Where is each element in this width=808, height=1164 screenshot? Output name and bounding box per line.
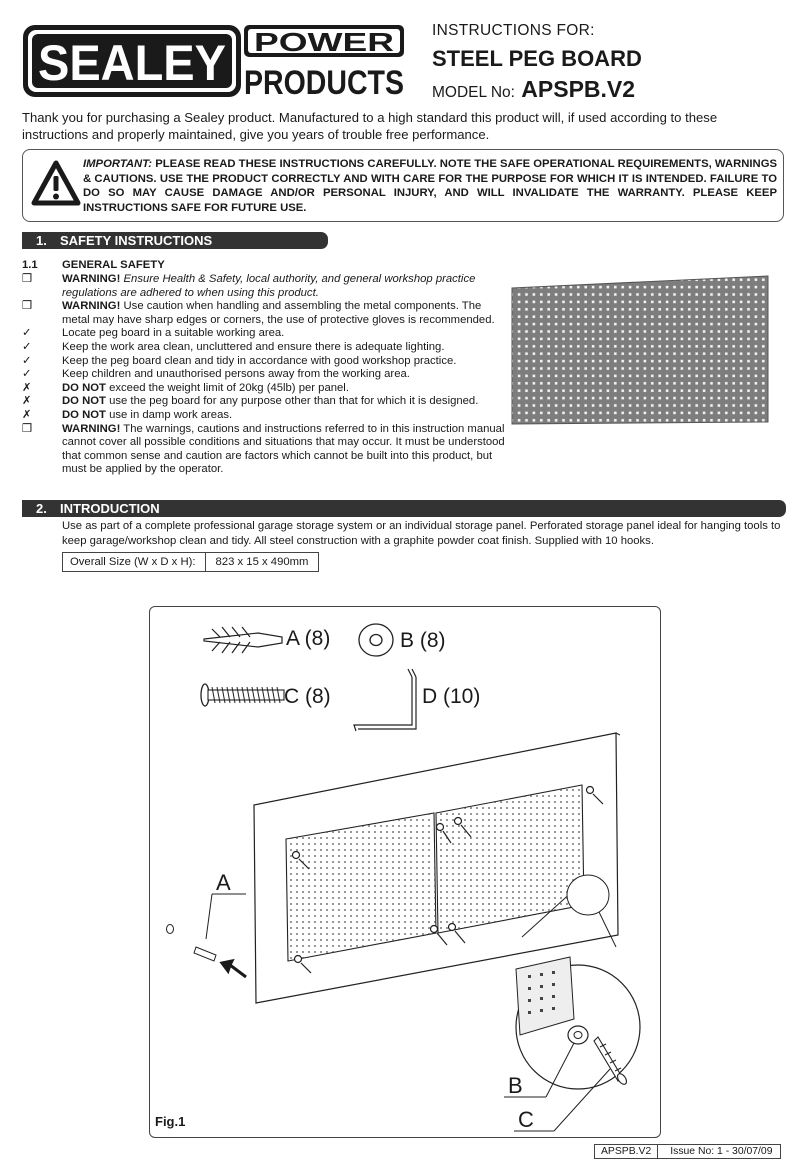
callout-c-label: C [518, 1107, 534, 1132]
section-2-heading [22, 500, 786, 517]
wall-plug-detail [167, 925, 217, 962]
safety-item [22, 273, 512, 300]
footer-model: APSPB.V2 [601, 1146, 652, 1157]
safety-item-text [62, 395, 512, 409]
general-safety-number: 1.1 [22, 259, 38, 271]
safety-item-text [62, 341, 512, 355]
important-warning-text [83, 157, 777, 215]
safety-item-marker: ✗ [22, 381, 32, 394]
part-c-label: C (8) [284, 685, 331, 708]
safety-item-marker: ❒ [22, 300, 33, 313]
logo-products-text: PRODUCTS [244, 64, 404, 102]
callout-b-label: B [508, 1073, 523, 1098]
important-lead: IMPORTANT: [83, 158, 153, 170]
part-b-label: B (8) [400, 629, 446, 652]
safety-item-emphasis: DO NOT [62, 408, 106, 421]
safety-item-body: Ensure Health & Safety, local authority, and general workshop practice regulations are adhered to when using this product. [62, 273, 476, 299]
safety-item-text [62, 273, 512, 300]
thank-you-paragraph: Thank you for purchasing a Sealey product. Manufactured to a high standard this product will, if used according to these instructions and properly maintained, give you years of trouble free performance. [22, 110, 718, 142]
introduction-text: Use as part of a complete professional garage storage system or an individual storage panel. Perforated storage panel ideal for hanging tools to keep garage/workshop clean and tidy. All steel construction with a graphite powder coat finish. Supplied with 10 hooks. [62, 520, 781, 547]
safety-item-body: Keep children and unauthorised persons away from the working area. [62, 368, 410, 381]
part-d-label: D (10) [422, 685, 481, 708]
washer-part-b [359, 624, 393, 656]
safety-item-emphasis: WARNING! [62, 273, 121, 285]
overall-size-box [62, 552, 319, 572]
important-body: PLEASE READ THESE INSTRUCTIONS CAREFULLY. NOTE THE SAFE OPERATIONAL REQUIREMENTS, WARNINGS & CAUTIONS. USE THE PRODUCT CORRECTLY AND WITH CARE FOR THE PURPOSE FOR WHICH IT IS INTENDED. FAILURE TO DO SO MAY CAUSE DAMAGE AND/OR PERSONAL INJURY, AND WILL INVALIDATE THE WARRANTY. PLEASE KEEP INSTRUCTIONS SAFE FOR FUTURE USE. [83, 158, 778, 214]
safety-item-body: Use caution when handling and assembling the metal components. The metal may have sharp edges or corners, the use of protective gloves is recommended. [62, 300, 495, 326]
safety-item-text [62, 423, 512, 477]
instructions-for-label: INSTRUCTIONS FOR: [432, 22, 595, 39]
safety-item-marker: ✗ [22, 408, 32, 421]
section-1-title: SAFETY INSTRUCTIONS [60, 233, 213, 248]
safety-item-list [22, 273, 512, 477]
safety-item [22, 355, 512, 369]
safety-item [22, 341, 512, 355]
figure-1-frame [149, 606, 661, 1138]
safety-item-text [62, 368, 512, 382]
footer-issue: Issue No: 1 - 30/07/09 [657, 1145, 779, 1158]
figure-label: Fig.1 [155, 1114, 186, 1129]
safety-item-marker: ✗ [22, 395, 32, 408]
peg-board-photo [508, 276, 770, 426]
safety-item [22, 300, 512, 327]
safety-item-emphasis: DO NOT [62, 381, 106, 394]
section-1-heading [22, 232, 328, 249]
warning-triangle-icon [31, 159, 81, 209]
safety-item-emphasis: WARNING! [62, 300, 121, 313]
page-footer [594, 1144, 781, 1159]
safety-item-marker: ✓ [22, 354, 32, 367]
safety-item-body: exceed the weight limit of 20kg (45lb) per panel. [105, 381, 349, 394]
safety-item-text [62, 382, 512, 396]
safety-item-marker: ❒ [22, 422, 33, 435]
section-2-title: INTRODUCTION [60, 501, 160, 516]
safety-item [22, 395, 512, 409]
section-1-number: 1. [36, 233, 47, 248]
safety-item-text [62, 327, 512, 341]
safety-item-text [62, 409, 512, 423]
safety-item-emphasis: WARNING! [62, 422, 121, 435]
safety-item-text [62, 355, 512, 369]
safety-item-marker: ❒ [22, 273, 33, 285]
safety-item-marker: ✓ [22, 368, 32, 381]
important-warning-box [22, 149, 784, 222]
hook-part-d [354, 669, 416, 731]
callout-a-label: A [216, 870, 231, 895]
model-number: APSPB.V2 [521, 76, 636, 102]
section-2-number: 2. [36, 501, 47, 516]
safety-item-emphasis: DO NOT [62, 395, 106, 408]
wall-plug-part-a [204, 627, 282, 653]
safety-item-body: Locate peg board in a suitable working area. [62, 327, 285, 340]
screw-part-c [201, 684, 284, 706]
model-label: MODEL No: [432, 84, 515, 101]
insert-arrow [222, 961, 246, 977]
general-safety-title: GENERAL SAFETY [62, 259, 165, 271]
safety-item-body: Keep the work area clean, uncluttered and ensure there is adequate lighting. [62, 340, 445, 353]
safety-item-body: The warnings, cautions and instructions referred to in this instruction manual cannot cover all possible conditions and situations that may occur. It must be understood that common sense and caution are factors which cannot be built into this product, but must be applied by the operator. [62, 422, 505, 476]
model-line [432, 76, 635, 103]
overall-size-label: Overall Size (W x D x H): [63, 553, 206, 571]
logo-power-text: POWER [254, 27, 395, 57]
safety-item [22, 423, 512, 477]
part-a-label: A (8) [286, 627, 331, 650]
safety-item [22, 409, 512, 423]
safety-item [22, 368, 512, 382]
sealey-power-products-logo [22, 24, 406, 102]
logo-sealey-text: SEALEY [38, 35, 226, 91]
product-title: STEEL PEG BOARD [432, 46, 642, 71]
safety-item-body: use in damp work areas. [105, 408, 233, 421]
general-safety-heading [22, 259, 165, 271]
assembly-diagram [150, 607, 662, 1139]
safety-item-body: Keep the peg board clean and tidy in accordance with good workshop practice. [62, 354, 457, 367]
safety-item-marker: ✓ [22, 327, 32, 340]
safety-item-body: use the peg board for any purpose other than that for which it is designed. [105, 395, 479, 408]
safety-item-marker: ✓ [22, 340, 32, 353]
safety-item [22, 327, 512, 341]
safety-item-text [62, 300, 512, 327]
safety-item [22, 382, 512, 396]
overall-size-value: 823 x 15 x 490mm [215, 556, 309, 568]
